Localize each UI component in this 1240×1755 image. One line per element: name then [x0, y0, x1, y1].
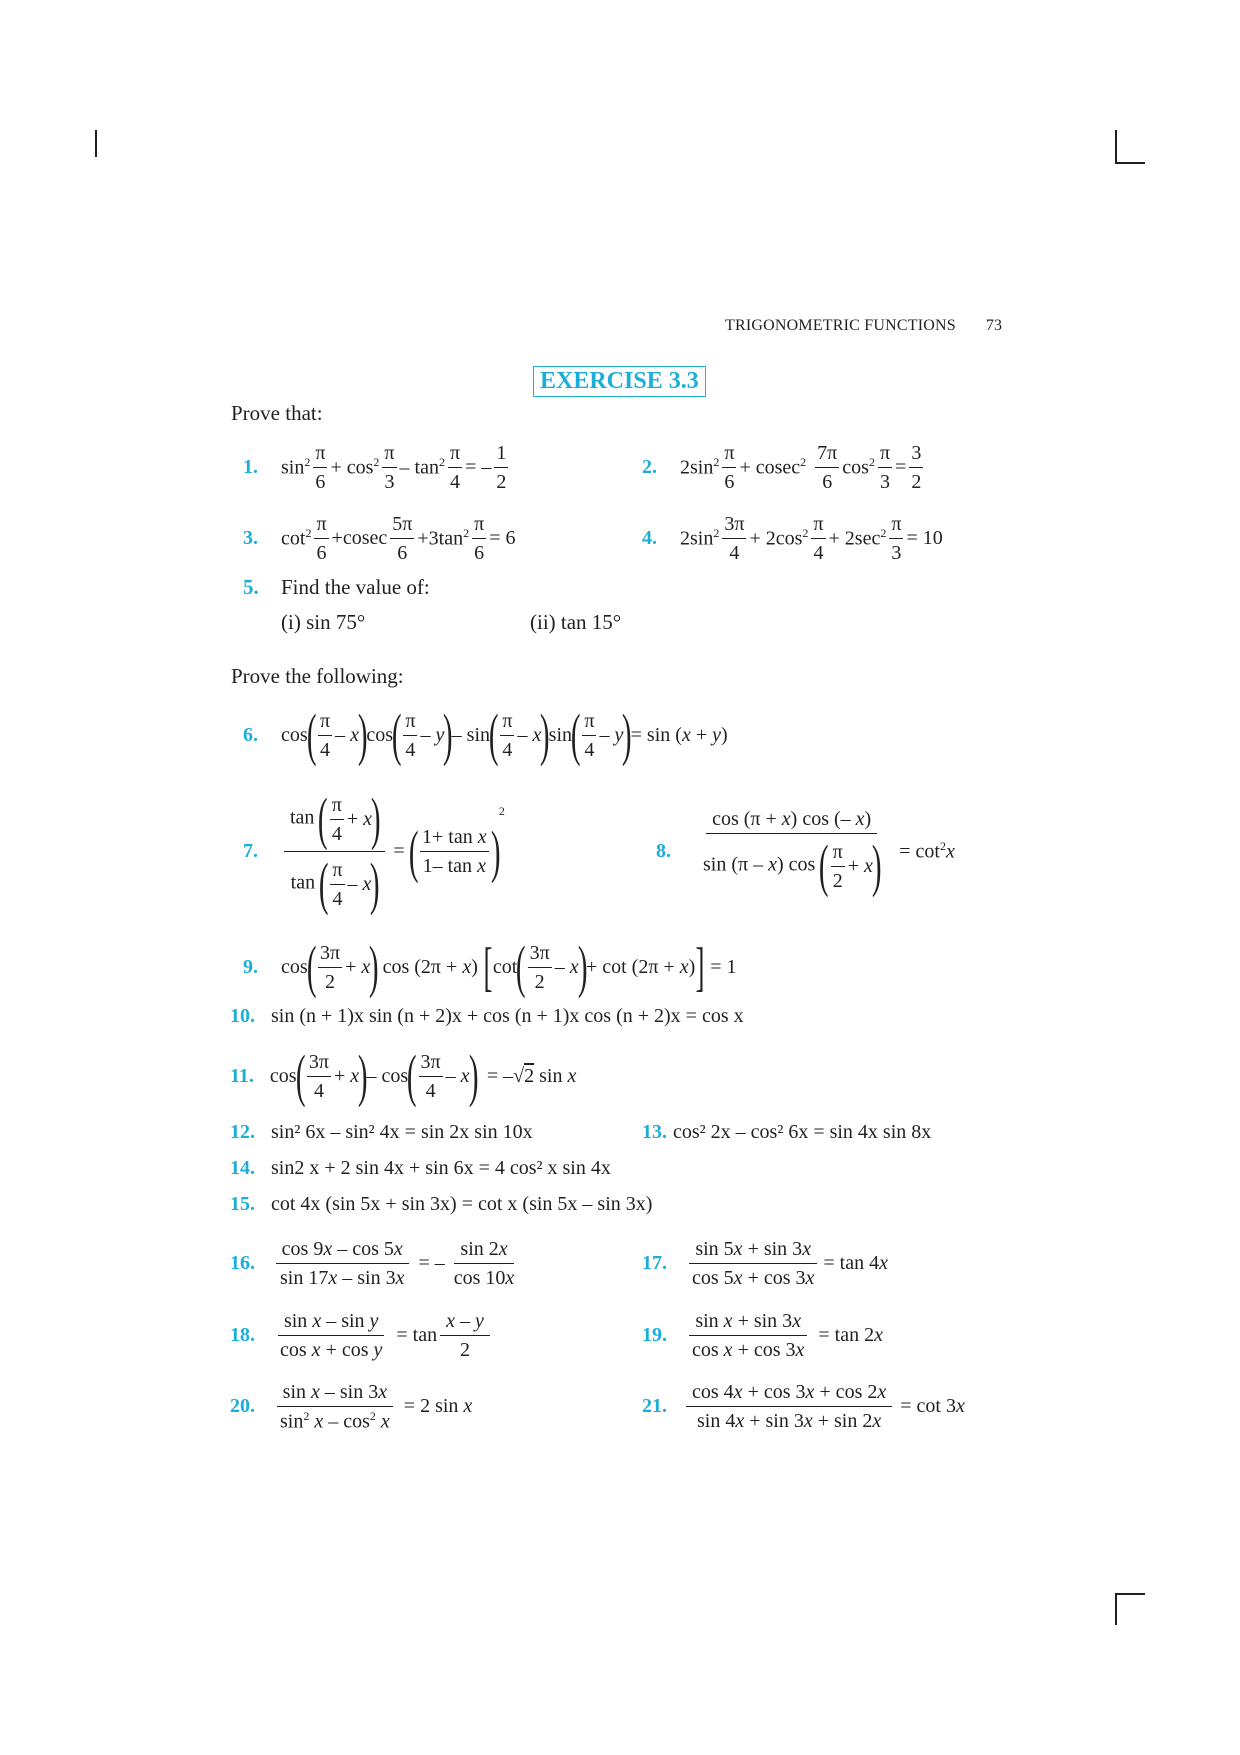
problem-21: 21. $\frac{\cos 4x + \cos 3x + \cos 2x}{\sin 4x + \sin 3x + \sin 2x}$ = cot 3x: [642, 1381, 965, 1432]
problem-10: [230, 1005, 744, 1028]
problem-9: 9. cos ( $\frac{3\pi}{2}$ + x ) cos (2π + x) [ cot ( $\frac{3\pi}{2}$ – x ) + cot (2π + x) ] = 1: [243, 934, 737, 999]
crop-mark: [1115, 1593, 1145, 1595]
problem-18: 18. $\frac{\text{sin x – sin y}}{\text{cos x + cos y}}$ = tan $\frac{x - y}{2}$: [230, 1310, 493, 1361]
problem-10-text: sin (n + 1)x sin (n + 2)x + cos (n + 1)x cos (n + 2)x = cos x: [271, 1005, 744, 1027]
problem-number: 9.: [243, 955, 258, 978]
problem-number: 7.: [243, 840, 258, 862]
page-number: 73: [985, 317, 1003, 334]
problem-number: 15.: [230, 1193, 255, 1215]
problem-5: [243, 575, 430, 600]
problem-1: 1. $\sin^2$ $\frac{\pi}{6}$ + $\cos^2$ $\frac{\pi}{3}$ – $\tan^2$ $\frac{\pi}{4}$ = – $\frac{1}{2}$: [243, 442, 507, 493]
problem-16: 16. $\frac{\cos 9x - \cos 5x}{\sin 17x - \sin 3x}$ = – $\frac{\sin 2x}{\cos 10x}$: [230, 1238, 515, 1289]
problem-number: 4.: [642, 527, 657, 549]
crop-mark: [1115, 162, 1145, 164]
problem-4: 4. $2\sin^2$ $\frac{3\pi}{4}$ + $2\cos^2$ $\frac{\pi}{4}$ + $2\sec^2$ $\frac{\pi}{3}$ = 10: [642, 513, 943, 564]
problem-7: 7. tan ( $\frac{\pi}{4}$ + x ) tan ( $\frac{\pi}{4}$ – x ) = ( $\frac{\text{1+ tan x}}{\text{1– tan x}}$ ) 2: [243, 786, 505, 916]
problem-number: 6.: [243, 723, 258, 746]
problem-number: 1.: [243, 456, 258, 478]
problem-number: 16.: [230, 1252, 255, 1274]
problem-2: 2. $2\sin^2$ $\frac{\pi}{6}$ + cosec$^2$ $\frac{7\pi}{6}$ $\cos^2$ $\frac{\pi}{3}$ = $\frac{3}{2}$: [642, 442, 922, 493]
exercise-title: EXERCISE 3.3: [533, 366, 706, 397]
problem-5-text: Find the value of:: [281, 575, 430, 599]
problem-number: 14.: [230, 1157, 255, 1179]
problem-8: 8. cos (π + x) cos (– x) sin (π – x) cos ( $\frac{\pi}{2}$ + x ) = $\cot^2x$: [656, 808, 955, 898]
problem-15-text: cot 4x (sin 5x + sin 3x) = cot x (sin 5x – sin 3x): [271, 1193, 653, 1215]
problem-12: [230, 1121, 533, 1144]
problem-11: 11. cos ( $\frac{3\pi}{4}$ + x ) – cos ( $\frac{3\pi}{4}$ – x ) = –√2 sin x: [230, 1043, 577, 1108]
crop-mark: [1115, 1593, 1117, 1625]
problem-5-part-1: (i) sin 75°: [281, 610, 366, 634]
problem-6: 6. cos ( $\frac{\pi}{4}$ – x ) cos ( $\frac{\pi}{4}$ – y ) – sin ( $\frac{\pi}{4}$ – x ) sin ( $\frac{\pi}{4}$ – y ) = sin (x + y): [243, 702, 728, 767]
running-header: [725, 317, 1002, 335]
problem-number: 11.: [230, 1064, 254, 1087]
problem-number: 3.: [243, 527, 258, 549]
problem-number: 10.: [230, 1005, 255, 1027]
problem-number: 8.: [656, 840, 671, 862]
crop-mark: [95, 130, 97, 157]
problem-14-text: sin2 x + 2 sin 4x + sin 6x = 4 cos² x sin 4x: [271, 1157, 611, 1179]
problem-number: 17.: [642, 1252, 667, 1274]
problem-12-text: sin² 6x – sin² 4x = sin 2x sin 10x: [271, 1121, 533, 1143]
intro-text: Prove that:: [231, 401, 323, 425]
problem-number: 2.: [642, 456, 657, 478]
problem-number: 13.: [642, 1121, 667, 1143]
problem-number: 19.: [642, 1324, 667, 1346]
problem-number: 5.: [243, 575, 259, 599]
problem-3: 3. $\cot^2$ $\frac{\pi}{6}$ +cosec $\frac{5\pi}{6}$ $+3\tan^2$ $\frac{\pi}{6}$ = 6: [243, 513, 516, 564]
prove-following-text: Prove the following:: [231, 664, 404, 688]
problem-number: 12.: [230, 1121, 255, 1143]
crop-mark: [1115, 130, 1117, 163]
problem-number: 18.: [230, 1324, 255, 1346]
problem-13: [642, 1121, 931, 1144]
problem-15: [230, 1193, 652, 1216]
problem-number: 20.: [230, 1395, 255, 1418]
problem-17: 17. $\frac{\sin 5x + \sin 3x}{\cos 5x + \cos 3x}$ = tan 4x: [642, 1238, 889, 1289]
problem-19: 19. $\frac{\text{sin x + sin 3x}}{\text{cos x + cos 3x}}$ = tan 2x: [642, 1310, 884, 1361]
problem-20: 20. $\frac{\text{sin x – sin 3x}}{\sin^2 x - \cos^2 x}$ = 2 sin x: [230, 1381, 473, 1433]
problem-number: 21.: [642, 1395, 667, 1417]
header-title: TRIGONOMETRIC FUNCTIONS: [725, 317, 956, 334]
problem-13-text: cos² 2x – cos² 6x = sin 4x sin 8x: [673, 1121, 932, 1143]
problem-5-part-2: (ii) tan 15°: [530, 610, 622, 634]
problem-14: [230, 1157, 611, 1180]
